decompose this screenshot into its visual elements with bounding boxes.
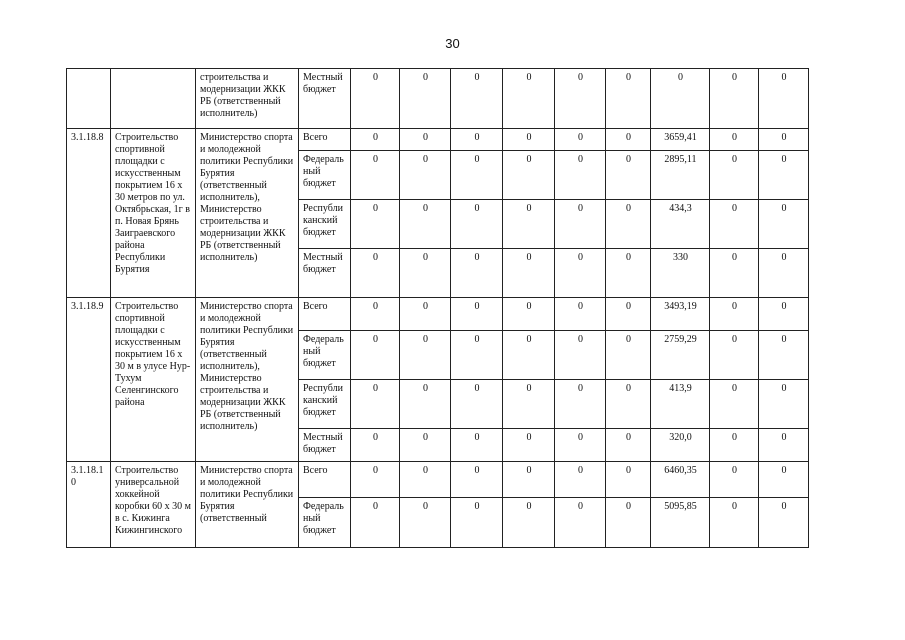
amount-cell: 5095,85 [651,498,710,548]
amount-cell: 0 [606,331,651,380]
amount-cell: 0 [400,151,451,200]
amount-cell: 0 [400,429,451,462]
amount-cell: 3659,41 [651,129,710,151]
amount-cell: 0 [606,249,651,298]
table-row [67,298,809,331]
amount-cell: 0 [503,298,555,331]
amount-cell: 0 [606,151,651,200]
funding-source-cell: Всего [299,129,351,151]
amount-cell: 0 [710,331,759,380]
amount-cell: 0 [710,498,759,548]
amount-cell: 0 [710,69,759,129]
measure-name-cell: Строительство спортивной площадки с искусственным покрытием 16 х 30 м в улусе Нур-Тухум Селенгинского района [111,298,196,462]
amount-cell: 0 [503,331,555,380]
amount-cell: 0 [451,151,503,200]
funding-source-cell: Федераль ный бюджет [299,331,351,380]
funding-source-cell: Республи канский бюджет [299,380,351,429]
funding-source-cell: Республи канский бюджет [299,200,351,249]
amount-cell: 413,9 [651,380,710,429]
amount-cell: 0 [351,298,400,331]
table-row [67,69,809,129]
amount-cell: 0 [651,69,710,129]
funding-source-cell: Местный бюджет [299,69,351,129]
funding-source-cell: Федераль ный бюджет [299,498,351,548]
amount-cell: 0 [351,498,400,548]
amount-cell: 0 [710,129,759,151]
amount-cell: 0 [555,249,606,298]
amount-cell: 0 [759,429,809,462]
amount-cell: 0 [503,249,555,298]
amount-cell: 0 [710,151,759,200]
amount-cell: 0 [606,498,651,548]
amount-cell: 0 [759,200,809,249]
amount-cell: 0 [351,151,400,200]
amount-cell: 0 [759,331,809,380]
amount-cell: 0 [400,200,451,249]
amount-cell: 0 [451,69,503,129]
amount-cell: 0 [351,69,400,129]
amount-cell: 320,0 [651,429,710,462]
amount-cell: 0 [451,298,503,331]
executor-cell: Министерство спорта и молодежной политики Республики Бурятия (ответственный [196,462,299,548]
amount-cell: 0 [400,69,451,129]
executor-cell: строительства и модернизации ЖКК РБ (ответственный исполнитель) [196,69,299,129]
amount-cell: 0 [503,69,555,129]
funding-source-cell: Местный бюджет [299,429,351,462]
amount-cell: 0 [606,298,651,331]
page-number: 30 [445,36,460,51]
amount-cell: 0 [451,249,503,298]
amount-cell: 0 [606,69,651,129]
amount-cell: 0 [555,151,606,200]
amount-cell: 0 [400,498,451,548]
measure-code-cell: 3.1.18.9 [67,298,111,462]
funding-source-cell: Всего [299,298,351,331]
executor-cell: Министерство спорта и молодежной политики Республики Бурятия (ответственный исполнитель), Министерство строительства и модернизации ЖКК РБ (ответственный исполнитель) [196,129,299,298]
table-row [67,462,809,498]
amount-cell: 0 [710,200,759,249]
amount-cell: 0 [555,331,606,380]
amount-cell: 0 [451,380,503,429]
amount-cell: 0 [606,200,651,249]
amount-cell: 0 [555,69,606,129]
amount-cell: 0 [503,429,555,462]
amount-cell: 0 [503,151,555,200]
amount-cell: 0 [400,380,451,429]
measure-code-cell: 3.1.18.8 [67,129,111,298]
measure-name-cell: Строительство универсальной хоккейной коробки 60 х 30 м в с. Кижинга Кижингинского [111,462,196,548]
executor-cell: Министерство спорта и молодежной политики Республики Бурятия (ответственный исполнитель), Министерство строительства и модернизации ЖКК РБ (ответственный исполнитель) [196,298,299,462]
amount-cell: 434,3 [651,200,710,249]
amount-cell: 0 [503,129,555,151]
amount-cell: 0 [710,462,759,498]
amount-cell: 0 [400,129,451,151]
amount-cell: 0 [503,380,555,429]
measure-name-cell [111,69,196,129]
amount-cell: 0 [555,298,606,331]
amount-cell: 0 [759,298,809,331]
amount-cell: 0 [606,462,651,498]
amount-cell: 0 [555,129,606,151]
amount-cell: 0 [555,200,606,249]
amount-cell: 0 [759,380,809,429]
amount-cell: 0 [555,498,606,548]
amount-cell: 0 [759,129,809,151]
amount-cell: 0 [606,429,651,462]
amount-cell: 0 [400,462,451,498]
amount-cell: 2895,11 [651,151,710,200]
amount-cell: 0 [759,462,809,498]
amount-cell: 0 [351,462,400,498]
budget-table-body [67,69,809,548]
amount-cell: 0 [555,462,606,498]
measure-code-cell: 3.1.18.1 0 [67,462,111,548]
amount-cell: 0 [351,380,400,429]
amount-cell: 0 [351,249,400,298]
amount-cell: 0 [400,331,451,380]
amount-cell: 0 [351,331,400,380]
amount-cell: 0 [400,249,451,298]
funding-source-cell: Федераль ный бюджет [299,151,351,200]
amount-cell: 0 [503,200,555,249]
amount-cell: 3493,19 [651,298,710,331]
amount-cell: 0 [451,498,503,548]
measure-name-cell: Строительство спортивной площадки с искусственным покрытием 16 х 30 метров по ул. Октябрьская, 1г в п. Новая Брянь Заиграевского района Республики Бурятия [111,129,196,298]
measure-code-cell [67,69,111,129]
amount-cell: 0 [606,380,651,429]
amount-cell: 0 [555,380,606,429]
budget-table [66,68,809,548]
amount-cell: 2759,29 [651,331,710,380]
amount-cell: 0 [759,249,809,298]
amount-cell: 0 [451,429,503,462]
funding-source-cell: Местный бюджет [299,249,351,298]
amount-cell: 0 [710,429,759,462]
amount-cell: 0 [351,129,400,151]
amount-cell: 0 [606,129,651,151]
amount-cell: 0 [759,69,809,129]
amount-cell: 0 [710,249,759,298]
amount-cell: 0 [759,498,809,548]
amount-cell: 0 [503,498,555,548]
amount-cell: 0 [451,129,503,151]
amount-cell: 0 [710,380,759,429]
amount-cell: 0 [451,331,503,380]
funding-source-cell: Всего [299,462,351,498]
amount-cell: 0 [555,429,606,462]
amount-cell: 0 [451,462,503,498]
amount-cell: 0 [351,429,400,462]
amount-cell: 0 [400,298,451,331]
amount-cell: 0 [351,200,400,249]
amount-cell: 0 [710,298,759,331]
amount-cell: 6460,35 [651,462,710,498]
amount-cell: 0 [759,151,809,200]
amount-cell: 0 [451,200,503,249]
table-row [67,129,809,151]
amount-cell: 330 [651,249,710,298]
amount-cell: 0 [503,462,555,498]
